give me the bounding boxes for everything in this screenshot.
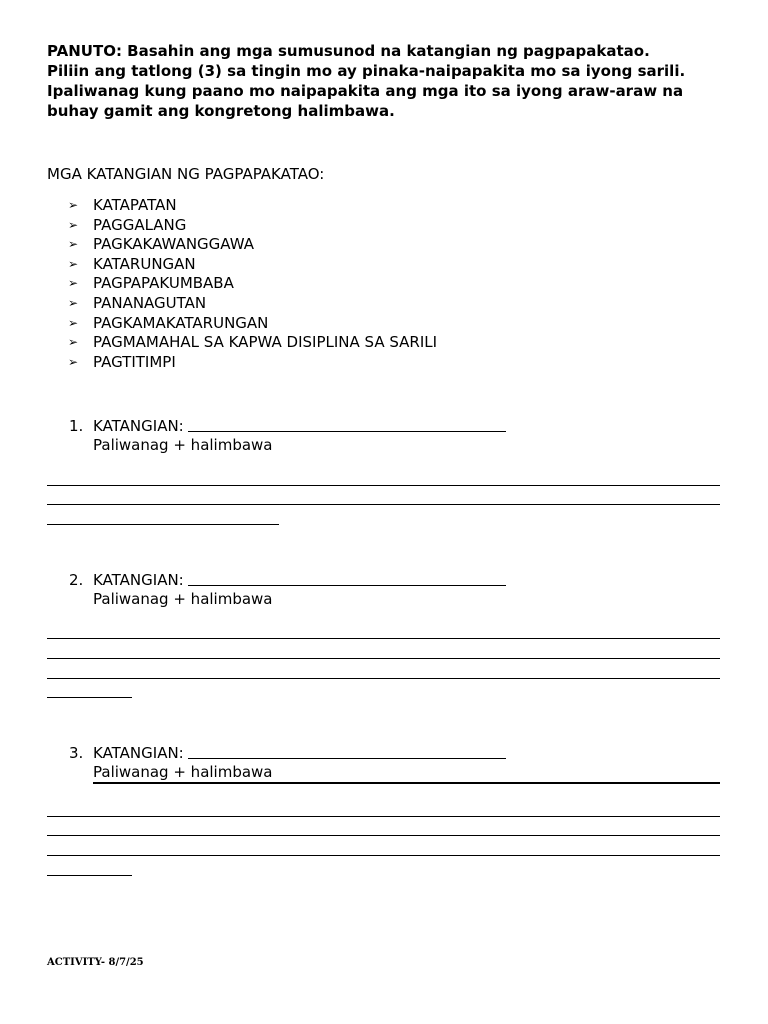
answer-line[interactable] <box>47 504 720 505</box>
katangian-blank[interactable] <box>188 570 506 586</box>
question-subtitle: Paliwanag + halimbawa <box>93 436 273 454</box>
question-subtitle: Paliwanag + halimbawa <box>93 762 720 784</box>
answer-line[interactable] <box>47 816 720 817</box>
list-item <box>68 314 437 334</box>
instructions-line: buhay gamit ang kongretong halimbawa. <box>47 102 395 120</box>
trait-label: PAGMAMAHAL SA KAPWA DISIPLINA SA SARILI <box>93 333 438 352</box>
answer-line[interactable] <box>47 855 720 856</box>
arrowhead-bullet-icon: ➢ <box>68 237 79 252</box>
answer-line[interactable] <box>47 875 132 876</box>
list-item <box>68 274 437 294</box>
question-label: KATANGIAN: <box>93 744 184 762</box>
question-header <box>69 416 506 436</box>
answer-line[interactable] <box>47 524 279 525</box>
trait-label: PAGPAPAKUMBABA <box>93 274 234 293</box>
arrowhead-bullet-icon: ➢ <box>68 354 79 369</box>
list-item <box>68 216 437 236</box>
arrowhead-bullet-icon: ➢ <box>68 295 79 310</box>
trait-label: KATARUNGAN <box>93 254 196 273</box>
answer-line[interactable] <box>47 638 720 639</box>
katangian-blank[interactable] <box>188 743 506 759</box>
trait-label: PAGKAMAKATARUNGAN <box>93 313 269 332</box>
list-item <box>68 353 437 373</box>
question-label: KATANGIAN: <box>93 417 184 435</box>
arrowhead-bullet-icon: ➢ <box>68 256 79 271</box>
question-label: KATANGIAN: <box>93 571 184 589</box>
instructions-line: Ipaliwanag kung paano mo naipapakita ang mga ito sa iyong araw-araw na <box>47 82 684 100</box>
trait-label: PAGTITIMPI <box>93 352 176 371</box>
trait-label: PANANAGUTAN <box>93 293 207 312</box>
arrowhead-bullet-icon: ➢ <box>68 217 79 232</box>
question-header <box>69 570 506 590</box>
katangian-blank[interactable] <box>188 416 506 432</box>
arrowhead-bullet-icon: ➢ <box>68 198 79 212</box>
footer-activity-date: ACTIVITY- 8/7/25 <box>47 957 144 968</box>
instructions <box>47 41 727 121</box>
trait-label: PAGKAKAWANGGAWA <box>93 235 255 254</box>
answer-line[interactable] <box>47 658 720 659</box>
arrowhead-bullet-icon: ➢ <box>68 315 79 330</box>
list-item <box>68 294 437 314</box>
answer-line[interactable] <box>47 835 720 836</box>
traits-list <box>68 196 437 372</box>
question-subtitle: Paliwanag + halimbawa <box>93 590 273 608</box>
section-heading: MGA KATANGIAN NG PAGPAPAKATAO: <box>47 165 325 183</box>
trait-label: PAGGALANG <box>93 215 187 234</box>
question-number: 3. <box>69 744 84 762</box>
list-item <box>68 235 437 255</box>
instructions-line: PANUTO: Basahin ang mga sumusunod na katangian ng pagpapakatao. <box>47 42 650 60</box>
trait-label: KATAPATAN <box>93 196 177 214</box>
list-item <box>68 196 437 216</box>
answer-line[interactable] <box>47 678 720 679</box>
question-number: 1. <box>69 417 84 435</box>
question-header <box>69 743 506 763</box>
answer-line[interactable] <box>47 485 720 486</box>
list-item <box>68 255 437 275</box>
question-number: 2. <box>69 571 84 589</box>
answer-line[interactable] <box>47 697 132 698</box>
list-item <box>68 333 437 353</box>
instructions-line: Piliin ang tatlong (3) sa tingin mo ay pinaka-naipapakita mo sa iyong sarili. <box>47 62 686 80</box>
arrowhead-bullet-icon: ➢ <box>68 335 79 350</box>
arrowhead-bullet-icon: ➢ <box>68 276 79 291</box>
